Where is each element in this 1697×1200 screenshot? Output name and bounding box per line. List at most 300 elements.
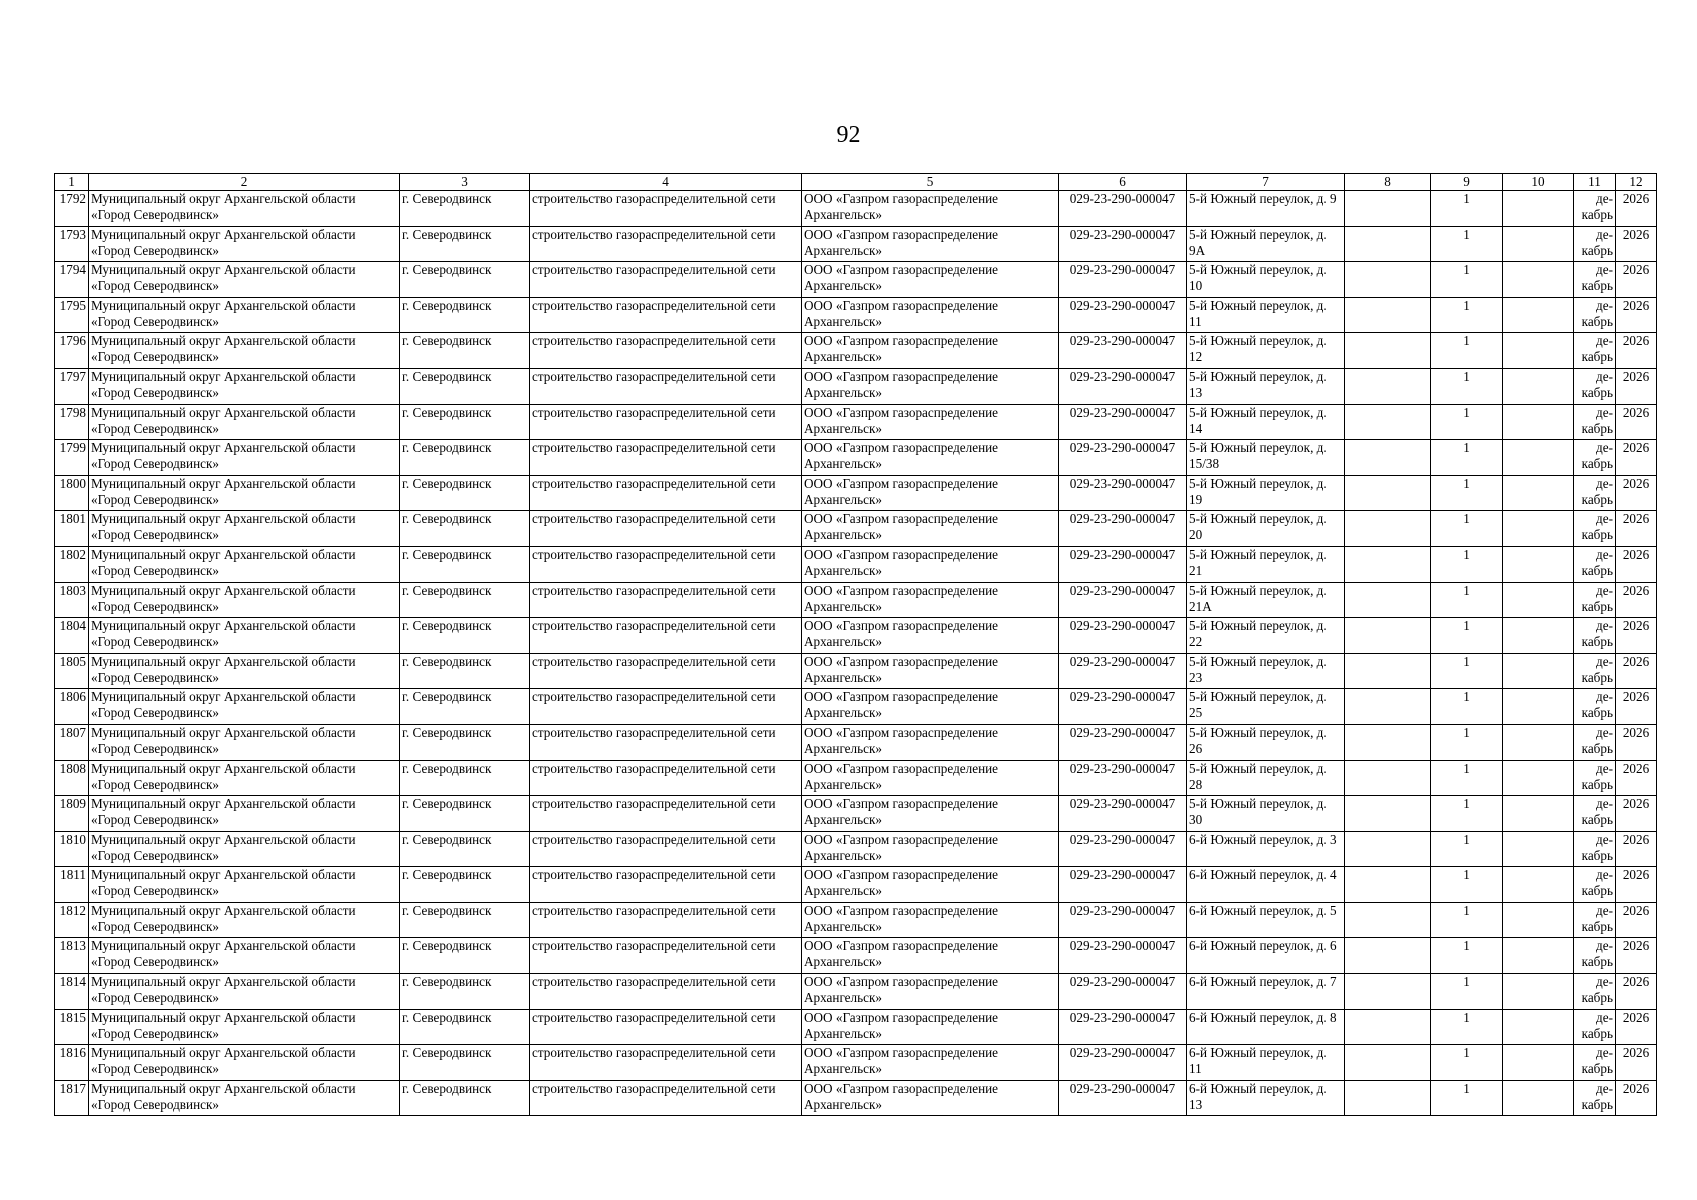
- row-number-cell: 1812: [55, 902, 89, 938]
- row-number-cell: 1799: [55, 440, 89, 476]
- municipality-cell: Муниципальный округ Архангельской области «Город Северодвинск»: [89, 440, 400, 476]
- code-cell: 029-23-290-000047: [1059, 297, 1187, 333]
- address-cell: 5-й Южный переулок, д. 11: [1187, 297, 1345, 333]
- year-cell: 2026: [1616, 368, 1657, 404]
- work-type-cell: строительство газораспределительной сети: [530, 618, 802, 654]
- table-row: [55, 511, 1657, 547]
- quantity-cell: 1: [1431, 974, 1503, 1010]
- column-header: 1: [55, 174, 89, 191]
- column-10-cell: [1503, 760, 1574, 796]
- table-row: [55, 1009, 1657, 1045]
- year-cell: 2026: [1616, 760, 1657, 796]
- row-number-cell: 1803: [55, 582, 89, 618]
- municipality-cell: Муниципальный округ Архангельской области «Город Северодвинск»: [89, 511, 400, 547]
- column-10-cell: [1503, 191, 1574, 227]
- column-8-cell: [1345, 867, 1431, 903]
- row-number-cell: 1793: [55, 226, 89, 262]
- work-type-cell: строительство газораспределительной сети: [530, 440, 802, 476]
- address-cell: 5-й Южный переулок, д. 15/38: [1187, 440, 1345, 476]
- column-10-cell: [1503, 404, 1574, 440]
- row-number-cell: 1814: [55, 974, 89, 1010]
- municipality-cell: Муниципальный округ Архангельской области «Город Северодвинск»: [89, 404, 400, 440]
- row-number-cell: 1795: [55, 297, 89, 333]
- work-type-cell: строительство газораспределительной сети: [530, 974, 802, 1010]
- code-cell: 029-23-290-000047: [1059, 724, 1187, 760]
- column-8-cell: [1345, 191, 1431, 227]
- code-cell: 029-23-290-000047: [1059, 902, 1187, 938]
- column-header: 4: [530, 174, 802, 191]
- month-cell: де-кабрь: [1574, 1080, 1616, 1116]
- address-cell: 6-й Южный переулок, д. 11: [1187, 1045, 1345, 1081]
- code-cell: 029-23-290-000047: [1059, 546, 1187, 582]
- column-header: 3: [400, 174, 530, 191]
- address-cell: 5-й Южный переулок, д. 19: [1187, 475, 1345, 511]
- table-body: [55, 191, 1657, 1116]
- city-cell: г. Северодвинск: [400, 760, 530, 796]
- work-type-cell: строительство газораспределительной сети: [530, 653, 802, 689]
- code-cell: 029-23-290-000047: [1059, 1009, 1187, 1045]
- city-cell: г. Северодвинск: [400, 582, 530, 618]
- organization-cell: ООО «Газпром газораспределение Архангельск»: [802, 760, 1059, 796]
- quantity-cell: 1: [1431, 475, 1503, 511]
- table-row: [55, 226, 1657, 262]
- code-cell: 029-23-290-000047: [1059, 368, 1187, 404]
- code-cell: 029-23-290-000047: [1059, 191, 1187, 227]
- year-cell: 2026: [1616, 333, 1657, 369]
- year-cell: 2026: [1616, 618, 1657, 654]
- table-row: [55, 333, 1657, 369]
- address-cell: 5-й Южный переулок, д. 9А: [1187, 226, 1345, 262]
- column-header: 6: [1059, 174, 1187, 191]
- address-cell: 5-й Южный переулок, д. 28: [1187, 760, 1345, 796]
- address-cell: 5-й Южный переулок, д. 14: [1187, 404, 1345, 440]
- organization-cell: ООО «Газпром газораспределение Архангельск»: [802, 724, 1059, 760]
- month-cell: де-кабрь: [1574, 974, 1616, 1010]
- municipality-cell: Муниципальный округ Архангельской области «Город Северодвинск»: [89, 582, 400, 618]
- city-cell: г. Северодвинск: [400, 902, 530, 938]
- quantity-cell: 1: [1431, 297, 1503, 333]
- work-type-cell: строительство газораспределительной сети: [530, 511, 802, 547]
- code-cell: 029-23-290-000047: [1059, 867, 1187, 903]
- municipality-cell: Муниципальный округ Архангельской области «Город Северодвинск»: [89, 191, 400, 227]
- city-cell: г. Северодвинск: [400, 831, 530, 867]
- quantity-cell: 1: [1431, 1009, 1503, 1045]
- organization-cell: ООО «Газпром газораспределение Архангельск»: [802, 582, 1059, 618]
- column-10-cell: [1503, 297, 1574, 333]
- month-cell: де-кабрь: [1574, 1045, 1616, 1081]
- month-cell: де-кабрь: [1574, 297, 1616, 333]
- column-10-cell: [1503, 333, 1574, 369]
- row-number-cell: 1798: [55, 404, 89, 440]
- month-cell: де-кабрь: [1574, 333, 1616, 369]
- address-cell: 5-й Южный переулок, д. 9: [1187, 191, 1345, 227]
- column-8-cell: [1345, 974, 1431, 1010]
- work-type-cell: строительство газораспределительной сети: [530, 582, 802, 618]
- column-10-cell: [1503, 1009, 1574, 1045]
- city-cell: г. Северодвинск: [400, 333, 530, 369]
- month-cell: де-кабрь: [1574, 1009, 1616, 1045]
- row-number-cell: 1806: [55, 689, 89, 725]
- year-cell: 2026: [1616, 440, 1657, 476]
- table-row: [55, 404, 1657, 440]
- organization-cell: ООО «Газпром газораспределение Архангельск»: [802, 333, 1059, 369]
- city-cell: г. Северодвинск: [400, 1080, 530, 1116]
- year-cell: 2026: [1616, 582, 1657, 618]
- city-cell: г. Северодвинск: [400, 191, 530, 227]
- column-8-cell: [1345, 475, 1431, 511]
- column-8-cell: [1345, 440, 1431, 476]
- row-number-cell: 1802: [55, 546, 89, 582]
- code-cell: 029-23-290-000047: [1059, 511, 1187, 547]
- work-type-cell: строительство газораспределительной сети: [530, 689, 802, 725]
- quantity-cell: 1: [1431, 618, 1503, 654]
- month-cell: де-кабрь: [1574, 760, 1616, 796]
- table-row: [55, 938, 1657, 974]
- column-8-cell: [1345, 1045, 1431, 1081]
- column-10-cell: [1503, 974, 1574, 1010]
- organization-cell: ООО «Газпром газораспределение Архангельск»: [802, 1045, 1059, 1081]
- organization-cell: ООО «Газпром газораспределение Архангельск»: [802, 475, 1059, 511]
- column-10-cell: [1503, 618, 1574, 654]
- row-number-cell: 1794: [55, 262, 89, 298]
- column-8-cell: [1345, 618, 1431, 654]
- city-cell: г. Северодвинск: [400, 653, 530, 689]
- work-type-cell: строительство газораспределительной сети: [530, 938, 802, 974]
- table-row: [55, 582, 1657, 618]
- address-cell: 5-й Южный переулок, д. 23: [1187, 653, 1345, 689]
- work-type-cell: строительство газораспределительной сети: [530, 404, 802, 440]
- organization-cell: ООО «Газпром газораспределение Архангельск»: [802, 796, 1059, 832]
- table-row: [55, 724, 1657, 760]
- quantity-cell: 1: [1431, 226, 1503, 262]
- work-type-cell: строительство газораспределительной сети: [530, 902, 802, 938]
- municipality-cell: Муниципальный округ Архангельской области «Город Северодвинск»: [89, 760, 400, 796]
- municipality-cell: Муниципальный округ Архангельской области «Город Северодвинск»: [89, 1080, 400, 1116]
- column-10-cell: [1503, 938, 1574, 974]
- address-cell: 5-й Южный переулок, д. 25: [1187, 689, 1345, 725]
- row-number-cell: 1796: [55, 333, 89, 369]
- work-type-cell: строительство газораспределительной сети: [530, 191, 802, 227]
- month-cell: де-кабрь: [1574, 368, 1616, 404]
- year-cell: 2026: [1616, 653, 1657, 689]
- month-cell: де-кабрь: [1574, 226, 1616, 262]
- municipality-cell: Муниципальный округ Архангельской области «Город Северодвинск»: [89, 1009, 400, 1045]
- table-row: [55, 618, 1657, 654]
- quantity-cell: 1: [1431, 546, 1503, 582]
- organization-cell: ООО «Газпром газораспределение Архангельск»: [802, 511, 1059, 547]
- municipality-cell: Муниципальный округ Архангельской области «Город Северодвинск»: [89, 297, 400, 333]
- column-8-cell: [1345, 1080, 1431, 1116]
- table-row: [55, 297, 1657, 333]
- column-10-cell: [1503, 1080, 1574, 1116]
- organization-cell: ООО «Газпром газораспределение Архангельск»: [802, 546, 1059, 582]
- column-8-cell: [1345, 689, 1431, 725]
- registry-table: [54, 173, 1657, 1116]
- code-cell: 029-23-290-000047: [1059, 760, 1187, 796]
- organization-cell: ООО «Газпром газораспределение Архангельск»: [802, 262, 1059, 298]
- table-row: [55, 191, 1657, 227]
- table-row: [55, 867, 1657, 903]
- column-8-cell: [1345, 368, 1431, 404]
- month-cell: де-кабрь: [1574, 902, 1616, 938]
- row-number-cell: 1817: [55, 1080, 89, 1116]
- table-row: [55, 440, 1657, 476]
- organization-cell: ООО «Газпром газораспределение Архангельск»: [802, 653, 1059, 689]
- work-type-cell: строительство газораспределительной сети: [530, 724, 802, 760]
- quantity-cell: 1: [1431, 368, 1503, 404]
- row-number-cell: 1804: [55, 618, 89, 654]
- quantity-cell: 1: [1431, 262, 1503, 298]
- municipality-cell: Муниципальный округ Архангельской области «Город Северодвинск»: [89, 368, 400, 404]
- year-cell: 2026: [1616, 297, 1657, 333]
- row-number-cell: 1807: [55, 724, 89, 760]
- column-header: 2: [89, 174, 400, 191]
- municipality-cell: Муниципальный округ Архангельской области «Город Северодвинск»: [89, 226, 400, 262]
- row-number-cell: 1792: [55, 191, 89, 227]
- year-cell: 2026: [1616, 546, 1657, 582]
- municipality-cell: Муниципальный округ Архангельской области «Город Северодвинск»: [89, 938, 400, 974]
- year-cell: 2026: [1616, 475, 1657, 511]
- table-row: [55, 689, 1657, 725]
- row-number-cell: 1801: [55, 511, 89, 547]
- row-number-cell: 1805: [55, 653, 89, 689]
- city-cell: г. Северодвинск: [400, 1009, 530, 1045]
- column-10-cell: [1503, 653, 1574, 689]
- row-number-cell: 1808: [55, 760, 89, 796]
- column-10-cell: [1503, 546, 1574, 582]
- code-cell: 029-23-290-000047: [1059, 475, 1187, 511]
- municipality-cell: Муниципальный округ Архангельской области «Город Северодвинск»: [89, 724, 400, 760]
- address-cell: 6-й Южный переулок, д. 4: [1187, 867, 1345, 903]
- column-8-cell: [1345, 262, 1431, 298]
- column-number-row: [55, 174, 1657, 191]
- quantity-cell: 1: [1431, 938, 1503, 974]
- column-8-cell: [1345, 226, 1431, 262]
- column-8-cell: [1345, 297, 1431, 333]
- code-cell: 029-23-290-000047: [1059, 689, 1187, 725]
- month-cell: де-кабрь: [1574, 262, 1616, 298]
- municipality-cell: Муниципальный округ Архангельской области «Город Северодвинск»: [89, 333, 400, 369]
- address-cell: 5-й Южный переулок, д. 26: [1187, 724, 1345, 760]
- column-8-cell: [1345, 902, 1431, 938]
- quantity-cell: 1: [1431, 191, 1503, 227]
- column-10-cell: [1503, 582, 1574, 618]
- city-cell: г. Северодвинск: [400, 262, 530, 298]
- address-cell: 5-й Южный переулок, д. 20: [1187, 511, 1345, 547]
- city-cell: г. Северодвинск: [400, 724, 530, 760]
- code-cell: 029-23-290-000047: [1059, 796, 1187, 832]
- row-number-cell: 1813: [55, 938, 89, 974]
- row-number-cell: 1809: [55, 796, 89, 832]
- city-cell: г. Северодвинск: [400, 511, 530, 547]
- month-cell: де-кабрь: [1574, 618, 1616, 654]
- column-8-cell: [1345, 582, 1431, 618]
- municipality-cell: Муниципальный округ Архангельской области «Город Северодвинск»: [89, 902, 400, 938]
- year-cell: 2026: [1616, 902, 1657, 938]
- table-row: [55, 902, 1657, 938]
- quantity-cell: 1: [1431, 1045, 1503, 1081]
- organization-cell: ООО «Газпром газораспределение Архангельск»: [802, 1009, 1059, 1045]
- month-cell: де-кабрь: [1574, 404, 1616, 440]
- year-cell: 2026: [1616, 1045, 1657, 1081]
- city-cell: г. Северодвинск: [400, 368, 530, 404]
- city-cell: г. Северодвинск: [400, 297, 530, 333]
- organization-cell: ООО «Газпром газораспределение Архангельск»: [802, 1080, 1059, 1116]
- address-cell: 5-й Южный переулок, д. 13: [1187, 368, 1345, 404]
- address-cell: 5-й Южный переулок, д. 22: [1187, 618, 1345, 654]
- column-8-cell: [1345, 511, 1431, 547]
- municipality-cell: Муниципальный округ Архангельской области «Город Северодвинск»: [89, 262, 400, 298]
- year-cell: 2026: [1616, 689, 1657, 725]
- city-cell: г. Северодвинск: [400, 546, 530, 582]
- code-cell: 029-23-290-000047: [1059, 1080, 1187, 1116]
- column-10-cell: [1503, 867, 1574, 903]
- month-cell: де-кабрь: [1574, 582, 1616, 618]
- column-10-cell: [1503, 796, 1574, 832]
- address-cell: 6-й Южный переулок, д. 7: [1187, 974, 1345, 1010]
- address-cell: 5-й Южный переулок, д. 21А: [1187, 582, 1345, 618]
- quantity-cell: 1: [1431, 440, 1503, 476]
- year-cell: 2026: [1616, 974, 1657, 1010]
- column-header: 10: [1503, 174, 1574, 191]
- column-10-cell: [1503, 689, 1574, 725]
- city-cell: г. Северодвинск: [400, 404, 530, 440]
- organization-cell: ООО «Газпром газораспределение Архангельск»: [802, 831, 1059, 867]
- table-row: [55, 653, 1657, 689]
- city-cell: г. Северодвинск: [400, 974, 530, 1010]
- quantity-cell: 1: [1431, 902, 1503, 938]
- month-cell: де-кабрь: [1574, 440, 1616, 476]
- code-cell: 029-23-290-000047: [1059, 582, 1187, 618]
- quantity-cell: 1: [1431, 796, 1503, 832]
- municipality-cell: Муниципальный округ Архангельской области «Город Северодвинск»: [89, 689, 400, 725]
- year-cell: 2026: [1616, 867, 1657, 903]
- column-8-cell: [1345, 831, 1431, 867]
- month-cell: де-кабрь: [1574, 511, 1616, 547]
- month-cell: де-кабрь: [1574, 653, 1616, 689]
- municipality-cell: Муниципальный округ Архангельской области «Город Северодвинск»: [89, 974, 400, 1010]
- month-cell: де-кабрь: [1574, 689, 1616, 725]
- work-type-cell: строительство газораспределительной сети: [530, 475, 802, 511]
- municipality-cell: Муниципальный округ Архангельской области «Город Северодвинск»: [89, 546, 400, 582]
- organization-cell: ООО «Газпром газораспределение Архангельск»: [802, 191, 1059, 227]
- month-cell: де-кабрь: [1574, 796, 1616, 832]
- address-cell: 5-й Южный переулок, д. 10: [1187, 262, 1345, 298]
- year-cell: 2026: [1616, 938, 1657, 974]
- work-type-cell: строительство газораспределительной сети: [530, 297, 802, 333]
- table-row: [55, 1045, 1657, 1081]
- row-number-cell: 1811: [55, 867, 89, 903]
- column-10-cell: [1503, 440, 1574, 476]
- city-cell: г. Северодвинск: [400, 440, 530, 476]
- row-number-cell: 1800: [55, 475, 89, 511]
- column-header: 7: [1187, 174, 1345, 191]
- column-10-cell: [1503, 902, 1574, 938]
- column-8-cell: [1345, 760, 1431, 796]
- organization-cell: ООО «Газпром газораспределение Архангельск»: [802, 368, 1059, 404]
- quantity-cell: 1: [1431, 831, 1503, 867]
- year-cell: 2026: [1616, 724, 1657, 760]
- page-number: 92: [836, 122, 861, 148]
- work-type-cell: строительство газораспределительной сети: [530, 1045, 802, 1081]
- organization-cell: ООО «Газпром газораспределение Архангельск»: [802, 867, 1059, 903]
- code-cell: 029-23-290-000047: [1059, 226, 1187, 262]
- organization-cell: ООО «Газпром газораспределение Архангельск»: [802, 440, 1059, 476]
- address-cell: 6-й Южный переулок, д. 6: [1187, 938, 1345, 974]
- city-cell: г. Северодвинск: [400, 938, 530, 974]
- table-row: [55, 760, 1657, 796]
- work-type-cell: строительство газораспределительной сети: [530, 368, 802, 404]
- city-cell: г. Северодвинск: [400, 618, 530, 654]
- column-10-cell: [1503, 262, 1574, 298]
- column-8-cell: [1345, 653, 1431, 689]
- row-number-cell: 1810: [55, 831, 89, 867]
- code-cell: 029-23-290-000047: [1059, 618, 1187, 654]
- organization-cell: ООО «Газпром газораспределение Архангельск»: [802, 689, 1059, 725]
- code-cell: 029-23-290-000047: [1059, 653, 1187, 689]
- code-cell: 029-23-290-000047: [1059, 1045, 1187, 1081]
- table-row: [55, 546, 1657, 582]
- table-row: [55, 368, 1657, 404]
- column-10-cell: [1503, 724, 1574, 760]
- city-cell: г. Северодвинск: [400, 475, 530, 511]
- municipality-cell: Муниципальный округ Архангельской области «Город Северодвинск»: [89, 867, 400, 903]
- code-cell: 029-23-290-000047: [1059, 974, 1187, 1010]
- column-10-cell: [1503, 368, 1574, 404]
- code-cell: 029-23-290-000047: [1059, 404, 1187, 440]
- city-cell: г. Северодвинск: [400, 1045, 530, 1081]
- column-header: 9: [1431, 174, 1503, 191]
- organization-cell: ООО «Газпром газораспределение Архангельск»: [802, 618, 1059, 654]
- column-8-cell: [1345, 796, 1431, 832]
- address-cell: 5-й Южный переулок, д. 12: [1187, 333, 1345, 369]
- row-number-cell: 1797: [55, 368, 89, 404]
- municipality-cell: Муниципальный округ Архангельской области «Город Северодвинск»: [89, 1045, 400, 1081]
- column-8-cell: [1345, 404, 1431, 440]
- column-10-cell: [1503, 475, 1574, 511]
- quantity-cell: 1: [1431, 653, 1503, 689]
- year-cell: 2026: [1616, 796, 1657, 832]
- quantity-cell: 1: [1431, 689, 1503, 725]
- table-row: [55, 831, 1657, 867]
- month-cell: де-кабрь: [1574, 546, 1616, 582]
- work-type-cell: строительство газораспределительной сети: [530, 760, 802, 796]
- column-8-cell: [1345, 546, 1431, 582]
- row-number-cell: 1815: [55, 1009, 89, 1045]
- organization-cell: ООО «Газпром газораспределение Архангельск»: [802, 938, 1059, 974]
- municipality-cell: Муниципальный округ Архангельской области «Город Северодвинск»: [89, 653, 400, 689]
- quantity-cell: 1: [1431, 867, 1503, 903]
- address-cell: 5-й Южный переулок, д. 30: [1187, 796, 1345, 832]
- year-cell: 2026: [1616, 1009, 1657, 1045]
- month-cell: де-кабрь: [1574, 938, 1616, 974]
- column-10-cell: [1503, 831, 1574, 867]
- municipality-cell: Муниципальный округ Архангельской области «Город Северодвинск»: [89, 831, 400, 867]
- month-cell: де-кабрь: [1574, 724, 1616, 760]
- year-cell: 2026: [1616, 1080, 1657, 1116]
- column-10-cell: [1503, 1045, 1574, 1081]
- column-8-cell: [1345, 724, 1431, 760]
- work-type-cell: строительство газораспределительной сети: [530, 831, 802, 867]
- code-cell: 029-23-290-000047: [1059, 333, 1187, 369]
- municipality-cell: Муниципальный округ Архангельской области «Город Северодвинск»: [89, 796, 400, 832]
- municipality-cell: Муниципальный округ Архангельской области «Город Северодвинск»: [89, 618, 400, 654]
- year-cell: 2026: [1616, 511, 1657, 547]
- address-cell: 6-й Южный переулок, д. 8: [1187, 1009, 1345, 1045]
- work-type-cell: строительство газораспределительной сети: [530, 796, 802, 832]
- column-header: 8: [1345, 174, 1431, 191]
- column-8-cell: [1345, 938, 1431, 974]
